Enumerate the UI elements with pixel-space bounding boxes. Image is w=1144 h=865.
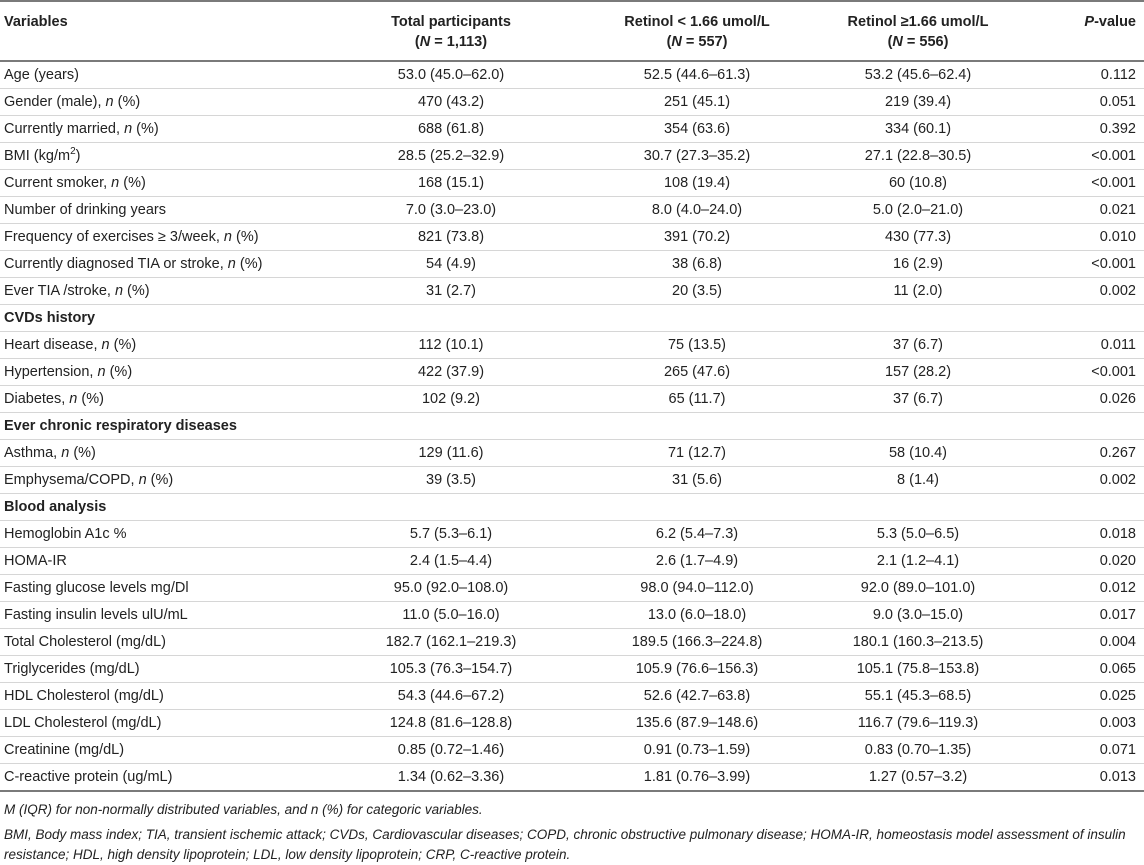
table-footnotes bbox=[4, 800, 1140, 865]
row-label: Heart disease, n (%) bbox=[0, 332, 318, 359]
cell-low-retinol: 30.7 (27.3–35.2) bbox=[584, 143, 810, 170]
cell-low-retinol: 354 (63.6) bbox=[584, 116, 810, 143]
cell-pvalue: 0.026 bbox=[1026, 386, 1144, 413]
cell-total: 182.7 (162.1–219.3) bbox=[318, 629, 584, 656]
row-label: Frequency of exercises ≥ 3/week, n (%) bbox=[0, 224, 318, 251]
row-label: Fasting insulin levels ulU/mL bbox=[0, 602, 318, 629]
cell-pvalue: 0.003 bbox=[1026, 710, 1144, 737]
cell-pvalue: 0.010 bbox=[1026, 224, 1144, 251]
table-row bbox=[0, 521, 1144, 548]
cell-low-retinol: 98.0 (94.0–112.0) bbox=[584, 575, 810, 602]
table-row bbox=[0, 170, 1144, 197]
table-header bbox=[0, 1, 1144, 61]
cell-total: 7.0 (3.0–23.0) bbox=[318, 197, 584, 224]
header-row bbox=[0, 1, 1144, 61]
header-high-line2: (N = 556) bbox=[887, 34, 949, 50]
row-label: Current smoker, n (%) bbox=[0, 170, 318, 197]
cell-low-retinol: 6.2 (5.4–7.3) bbox=[584, 521, 810, 548]
cell-pvalue: 0.020 bbox=[1026, 548, 1144, 575]
cell-low-retinol: 31 (5.6) bbox=[584, 467, 810, 494]
cell-low-retinol: 13.0 (6.0–18.0) bbox=[584, 602, 810, 629]
table-row bbox=[0, 602, 1144, 629]
table-row bbox=[0, 224, 1144, 251]
row-label: Number of drinking years bbox=[0, 197, 318, 224]
row-label: Ever TIA /stroke, n (%) bbox=[0, 278, 318, 305]
cell-total: 688 (61.8) bbox=[318, 116, 584, 143]
cell-pvalue: <0.001 bbox=[1026, 359, 1144, 386]
cell-total: 102 (9.2) bbox=[318, 386, 584, 413]
cell-total: 0.85 (0.72–1.46) bbox=[318, 737, 584, 764]
section-heading: Ever chronic respiratory diseases bbox=[0, 413, 1144, 440]
row-label: C-reactive protein (ug/mL) bbox=[0, 764, 318, 792]
table-row bbox=[0, 251, 1144, 278]
cell-total: 112 (10.1) bbox=[318, 332, 584, 359]
header-pvalue-text: P-value bbox=[1084, 14, 1136, 30]
cell-pvalue: 0.004 bbox=[1026, 629, 1144, 656]
row-label: Age (years) bbox=[0, 61, 318, 89]
cell-pvalue: 0.021 bbox=[1026, 197, 1144, 224]
row-label: Creatinine (mg/dL) bbox=[0, 737, 318, 764]
cell-high-retinol: 105.1 (75.8–153.8) bbox=[810, 656, 1026, 683]
cell-total: 124.8 (81.6–128.8) bbox=[318, 710, 584, 737]
row-label: Gender (male), n (%) bbox=[0, 89, 318, 116]
header-low-line2: (N = 557) bbox=[666, 34, 728, 50]
cell-pvalue: 0.011 bbox=[1026, 332, 1144, 359]
cell-low-retinol: 105.9 (76.6–156.3) bbox=[584, 656, 810, 683]
table-row bbox=[0, 467, 1144, 494]
row-label: Fasting glucose levels mg/Dl bbox=[0, 575, 318, 602]
section-row bbox=[0, 305, 1144, 332]
cell-low-retinol: 75 (13.5) bbox=[584, 332, 810, 359]
cell-total: 11.0 (5.0–16.0) bbox=[318, 602, 584, 629]
cell-low-retinol: 251 (45.1) bbox=[584, 89, 810, 116]
header-total-line1: Total participants bbox=[391, 14, 511, 30]
row-label: Diabetes, n (%) bbox=[0, 386, 318, 413]
table-row bbox=[0, 656, 1144, 683]
row-label: Triglycerides (mg/dL) bbox=[0, 656, 318, 683]
cell-high-retinol: 37 (6.7) bbox=[810, 332, 1026, 359]
row-label: HOMA-IR bbox=[0, 548, 318, 575]
table-row bbox=[0, 359, 1144, 386]
cell-low-retinol: 0.91 (0.73–1.59) bbox=[584, 737, 810, 764]
cell-high-retinol: 92.0 (89.0–101.0) bbox=[810, 575, 1026, 602]
cell-high-retinol: 180.1 (160.3–213.5) bbox=[810, 629, 1026, 656]
table-row bbox=[0, 548, 1144, 575]
section-row bbox=[0, 494, 1144, 521]
cell-total: 54 (4.9) bbox=[318, 251, 584, 278]
footnote-abbreviations: BMI, Body mass index; TIA, transient ischemic attack; CVDs, Cardiovascular diseases; COPD, chronic obstructive pulmonary disease; HOMA-IR, homeostasis model assessment of insulin resistance; HDL, high density lipoprotein; LDL, low density lipoprotein; CRP, C-reactive protein. bbox=[4, 827, 1126, 862]
cell-high-retinol: 37 (6.7) bbox=[810, 386, 1026, 413]
cell-high-retinol: 8 (1.4) bbox=[810, 467, 1026, 494]
cell-low-retinol: 65 (11.7) bbox=[584, 386, 810, 413]
cell-pvalue: 0.002 bbox=[1026, 278, 1144, 305]
cell-low-retinol: 108 (19.4) bbox=[584, 170, 810, 197]
cell-high-retinol: 58 (10.4) bbox=[810, 440, 1026, 467]
cell-total: 5.7 (5.3–6.1) bbox=[318, 521, 584, 548]
header-high-retinol bbox=[810, 1, 1026, 61]
table-row bbox=[0, 143, 1144, 170]
cell-pvalue: 0.267 bbox=[1026, 440, 1144, 467]
cell-high-retinol: 27.1 (22.8–30.5) bbox=[810, 143, 1026, 170]
cell-high-retinol: 219 (39.4) bbox=[810, 89, 1026, 116]
cell-low-retinol: 38 (6.8) bbox=[584, 251, 810, 278]
cell-low-retinol: 52.6 (42.7–63.8) bbox=[584, 683, 810, 710]
header-high-line1: Retinol ≥1.66 umol/L bbox=[847, 14, 989, 30]
cell-high-retinol: 116.7 (79.6–119.3) bbox=[810, 710, 1026, 737]
cell-total: 31 (2.7) bbox=[318, 278, 584, 305]
cell-pvalue: <0.001 bbox=[1026, 251, 1144, 278]
cell-high-retinol: 2.1 (1.2–4.1) bbox=[810, 548, 1026, 575]
row-label: Currently diagnosed TIA or stroke, n (%) bbox=[0, 251, 318, 278]
header-variables bbox=[0, 1, 318, 61]
table-row bbox=[0, 764, 1144, 792]
cell-pvalue: 0.017 bbox=[1026, 602, 1144, 629]
cell-pvalue: 0.018 bbox=[1026, 521, 1144, 548]
cell-low-retinol: 2.6 (1.7–4.9) bbox=[584, 548, 810, 575]
header-low-retinol bbox=[584, 1, 810, 61]
table-row bbox=[0, 440, 1144, 467]
cell-total: 129 (11.6) bbox=[318, 440, 584, 467]
cell-pvalue: 0.112 bbox=[1026, 61, 1144, 89]
cell-total: 39 (3.5) bbox=[318, 467, 584, 494]
section-heading: CVDs history bbox=[0, 305, 1144, 332]
cell-total: 821 (73.8) bbox=[318, 224, 584, 251]
row-label: Currently married, n (%) bbox=[0, 116, 318, 143]
row-label: HDL Cholesterol (mg/dL) bbox=[0, 683, 318, 710]
cell-total: 2.4 (1.5–4.4) bbox=[318, 548, 584, 575]
cell-high-retinol: 5.3 (5.0–6.5) bbox=[810, 521, 1026, 548]
header-pvalue bbox=[1026, 1, 1144, 61]
cell-total: 105.3 (76.3–154.7) bbox=[318, 656, 584, 683]
cell-high-retinol: 5.0 (2.0–21.0) bbox=[810, 197, 1026, 224]
cell-high-retinol: 60 (10.8) bbox=[810, 170, 1026, 197]
table-row bbox=[0, 89, 1144, 116]
cell-low-retinol: 391 (70.2) bbox=[584, 224, 810, 251]
header-low-line1: Retinol < 1.66 umol/L bbox=[624, 14, 770, 30]
table-row bbox=[0, 737, 1144, 764]
cell-total: 168 (15.1) bbox=[318, 170, 584, 197]
cell-pvalue: 0.392 bbox=[1026, 116, 1144, 143]
cell-high-retinol: 430 (77.3) bbox=[810, 224, 1026, 251]
cell-low-retinol: 20 (3.5) bbox=[584, 278, 810, 305]
table-row bbox=[0, 386, 1144, 413]
cell-total: 422 (37.9) bbox=[318, 359, 584, 386]
table-row bbox=[0, 629, 1144, 656]
cell-pvalue: 0.025 bbox=[1026, 683, 1144, 710]
row-label: LDL Cholesterol (mg/dL) bbox=[0, 710, 318, 737]
row-label: BMI $(kg/m^2)$ bbox=[0, 143, 318, 170]
cell-total: 95.0 (92.0–108.0) bbox=[318, 575, 584, 602]
row-label: Hypertension, n (%) bbox=[0, 359, 318, 386]
cell-total: 53.0 (45.0–62.0) bbox=[318, 61, 584, 89]
row-label: Asthma, n (%) bbox=[0, 440, 318, 467]
cell-pvalue: <0.001 bbox=[1026, 170, 1144, 197]
header-total-line2: (N = 1,113) bbox=[414, 34, 488, 50]
header-variables-text: Variables bbox=[4, 14, 68, 30]
cell-low-retinol: 71 (12.7) bbox=[584, 440, 810, 467]
table-row bbox=[0, 575, 1144, 602]
section-row bbox=[0, 413, 1144, 440]
cell-pvalue: 0.071 bbox=[1026, 737, 1144, 764]
cell-high-retinol: 16 (2.9) bbox=[810, 251, 1026, 278]
cell-pvalue: 0.012 bbox=[1026, 575, 1144, 602]
section-heading: Blood analysis bbox=[0, 494, 1144, 521]
cell-high-retinol: 9.0 (3.0–15.0) bbox=[810, 602, 1026, 629]
row-label: Emphysema/COPD, n (%) bbox=[0, 467, 318, 494]
header-total bbox=[318, 1, 584, 61]
cell-total: 54.3 (44.6–67.2) bbox=[318, 683, 584, 710]
cell-total: 1.34 (0.62–3.36) bbox=[318, 764, 584, 792]
table-row bbox=[0, 197, 1144, 224]
cell-total: 470 (43.2) bbox=[318, 89, 584, 116]
table-row bbox=[0, 61, 1144, 89]
table-row bbox=[0, 278, 1144, 305]
cell-low-retinol: 135.6 (87.9–148.6) bbox=[584, 710, 810, 737]
cell-high-retinol: 334 (60.1) bbox=[810, 116, 1026, 143]
cell-high-retinol: 1.27 (0.57–3.2) bbox=[810, 764, 1026, 792]
cell-high-retinol: 53.2 (45.6–62.4) bbox=[810, 61, 1026, 89]
cell-low-retinol: 8.0 (4.0–24.0) bbox=[584, 197, 810, 224]
cell-total: 28.5 (25.2–32.9) bbox=[318, 143, 584, 170]
cell-low-retinol: 52.5 (44.6–61.3) bbox=[584, 61, 810, 89]
cell-pvalue: 0.065 bbox=[1026, 656, 1144, 683]
table-row bbox=[0, 116, 1144, 143]
cell-high-retinol: 55.1 (45.3–68.5) bbox=[810, 683, 1026, 710]
cell-low-retinol: 1.81 (0.76–3.99) bbox=[584, 764, 810, 792]
cell-low-retinol: 189.5 (166.3–224.8) bbox=[584, 629, 810, 656]
table-body bbox=[0, 61, 1144, 791]
table-row bbox=[0, 683, 1144, 710]
table-row bbox=[0, 332, 1144, 359]
cell-pvalue: <0.001 bbox=[1026, 143, 1144, 170]
cell-high-retinol: 157 (28.2) bbox=[810, 359, 1026, 386]
cell-high-retinol: 0.83 (0.70–1.35) bbox=[810, 737, 1026, 764]
cell-high-retinol: 11 (2.0) bbox=[810, 278, 1026, 305]
cell-pvalue: 0.051 bbox=[1026, 89, 1144, 116]
footnote-statistics: M (IQR) for non-normally distributed variables, and n (%) for categoric variables. bbox=[4, 802, 483, 817]
cell-low-retinol: 265 (47.6) bbox=[584, 359, 810, 386]
cell-pvalue: 0.013 bbox=[1026, 764, 1144, 792]
row-label: Total Cholesterol (mg/dL) bbox=[0, 629, 318, 656]
cell-pvalue: 0.002 bbox=[1026, 467, 1144, 494]
table-row bbox=[0, 710, 1144, 737]
row-label: Hemoglobin A1c % bbox=[0, 521, 318, 548]
